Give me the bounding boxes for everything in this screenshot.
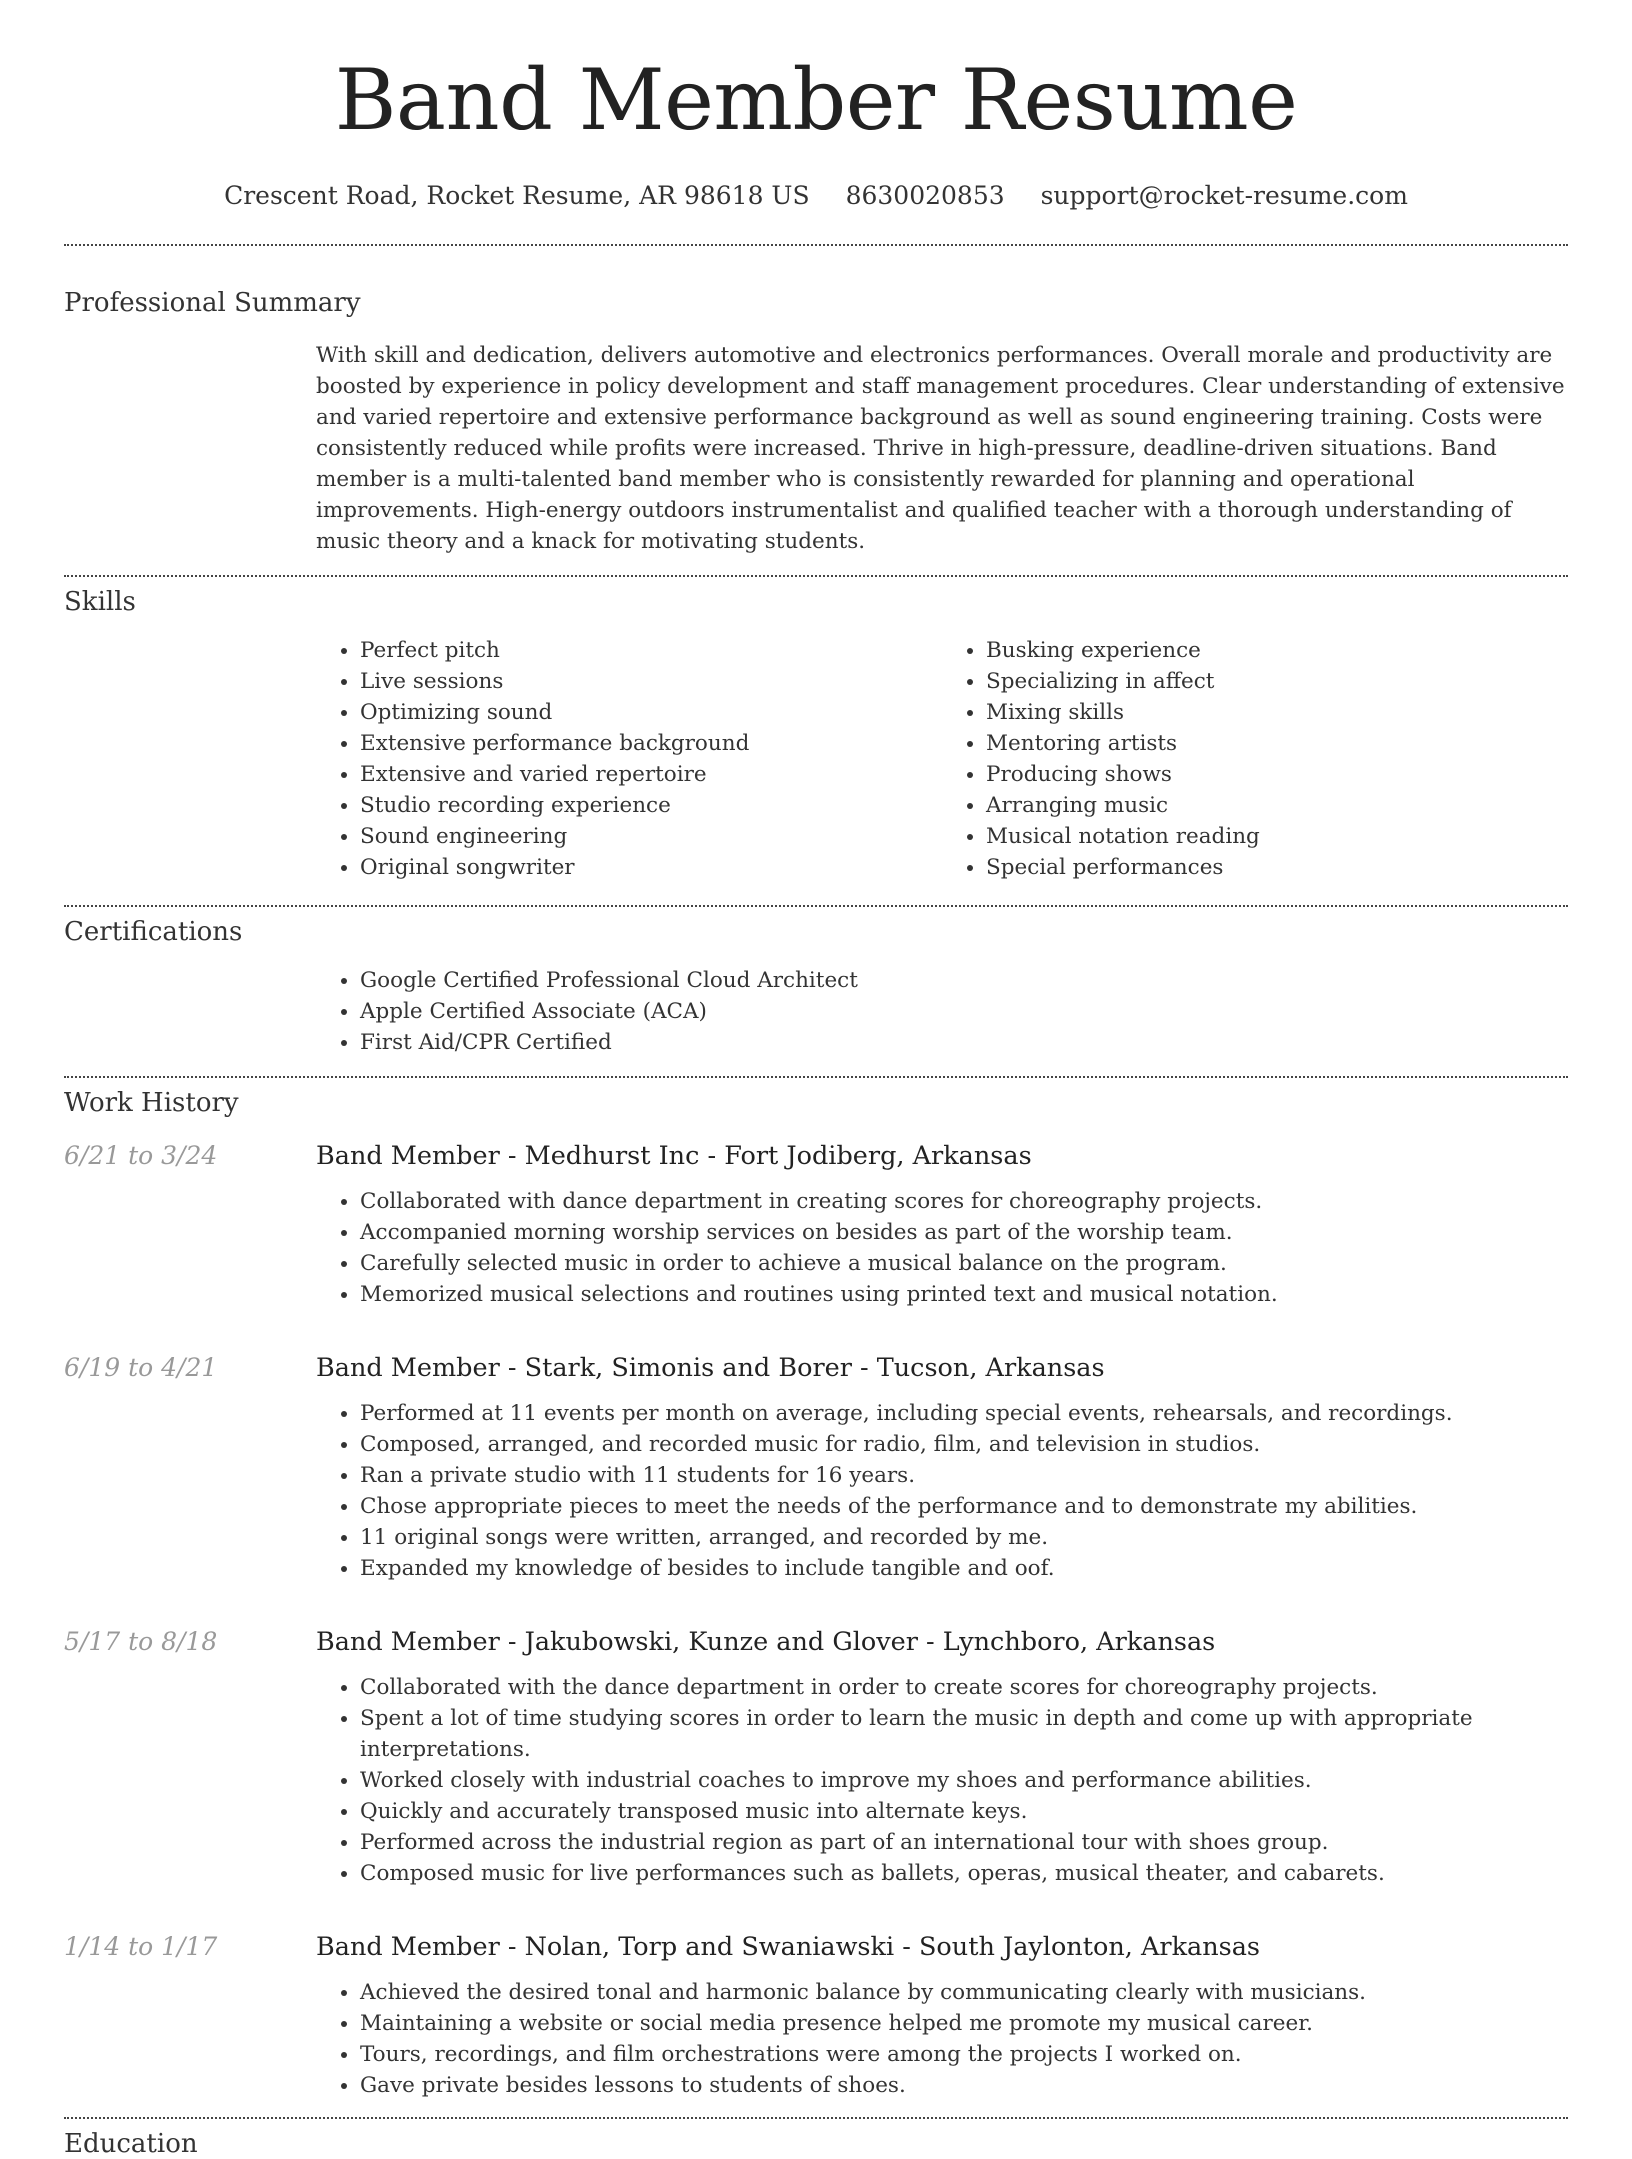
skill-item: • Optimizing sound xyxy=(360,697,942,728)
job-bullets xyxy=(316,1672,1568,1889)
skill-item: • Producing shows xyxy=(986,759,1568,790)
skills-section xyxy=(64,587,1568,883)
job-details xyxy=(316,1350,1568,1584)
resume-title: Band Member Resume xyxy=(334,51,1298,149)
job-bullet: • Performed at 11 events per month on average, including special events, rehearsals, and recordings. xyxy=(360,1398,1568,1429)
job-bullet: • Memorized musical selections and routines using printed text and musical notation. xyxy=(360,1279,1568,1310)
skills-grid xyxy=(316,635,1568,883)
skills-heading: Skills xyxy=(64,586,136,617)
job-bullet: • Tours, recordings, and film orchestrations were among the projects I worked on. xyxy=(360,2039,1568,2070)
job-entry xyxy=(64,1624,1568,1889)
skill-item: • Live sessions xyxy=(360,666,942,697)
certification-item: • Apple Certified Associate (ACA) xyxy=(360,996,1568,1027)
job-bullet: • Accompanied morning worship services on besides as part of the worship team. xyxy=(360,1217,1568,1248)
certification-item: • First Aid/CPR Certified xyxy=(360,1027,1568,1058)
work-heading: Work History xyxy=(64,1087,239,1118)
skills-list-right xyxy=(942,635,1568,883)
skill-item: • Mixing skills xyxy=(986,697,1568,728)
job-bullet: • Spent a lot of time studying scores in order to learn the music in depth and come up with appropriate interpretations. xyxy=(360,1703,1568,1765)
job-bullet: • 11 original songs were written, arranged, and recorded by me. xyxy=(360,1522,1568,1553)
job-bullets xyxy=(316,1977,1568,2101)
divider xyxy=(64,575,1568,577)
skills-list-left xyxy=(316,635,942,883)
contact-line xyxy=(0,181,1632,210)
skill-item: • Perfect pitch xyxy=(360,635,942,666)
education-section xyxy=(64,2129,1568,2159)
job-bullet: • Carefully selected music in order to achieve a musical balance on the program. xyxy=(360,1248,1568,1279)
job-bullet: • Composed music for live performances such as ballets, operas, musical theater, and cabarets. xyxy=(360,1858,1568,1889)
contact-email[interactable]: support@rocket-resume.com xyxy=(1040,180,1408,210)
job-bullet: • Quickly and accurately transposed music into alternate keys. xyxy=(360,1796,1568,1827)
job-bullet: • Collaborated with dance department in creating scores for choreography projects. xyxy=(360,1186,1568,1217)
summary-heading: Professional Summary xyxy=(64,287,361,318)
divider xyxy=(64,2117,1568,2119)
skill-item: • Extensive performance background xyxy=(360,728,942,759)
skill-item: • Studio recording experience xyxy=(360,790,942,821)
skill-item: • Musical notation reading xyxy=(986,821,1568,852)
skill-item: • Extensive and varied repertoire xyxy=(360,759,942,790)
job-dates: 6/19 to 4/21 xyxy=(64,1352,218,1382)
divider xyxy=(64,905,1568,907)
job-bullet: • Maintaining a website or social media presence helped me promote my musical career. xyxy=(360,2008,1568,2039)
certifications-body xyxy=(316,965,1568,1058)
job-title: Band Member - Jakubowski, Kunze and Glover - Lynchboro, Arkansas xyxy=(316,1626,1216,1657)
job-title: Band Member - Nolan, Torp and Swaniawski - South Jaylonton, Arkansas xyxy=(316,1931,1261,1962)
job-entry xyxy=(64,1929,1568,2101)
certification-item: • Google Certified Professional Cloud Architect xyxy=(360,965,1568,996)
skill-item: • Specializing in affect xyxy=(986,666,1568,697)
job-details xyxy=(316,1138,1568,1310)
divider xyxy=(64,1076,1568,1078)
summary-text: With skill and dedication, delivers automotive and electronics performances. Overall morale and productivity are boosted by experience in policy development and staff management procedures. Clear understanding of extensive and varied repertoire and extensive performance background as well as sound engineering training. Costs were consistently reduced while profits were increased. Thrive in high-pressure, deadline-driven situations. Band member is a multi-talented band member who is consistently rewarded for planning and operational improvements. High-energy outdoors instrumentalist and qualified teacher with a thorough understanding of music theory and a knack for motivating students. xyxy=(316,342,1565,554)
certifications-heading: Certifications xyxy=(64,916,243,947)
job-details xyxy=(316,1624,1568,1889)
job-bullet: • Gave private besides lessons to students of shoes. xyxy=(360,2070,1568,2101)
job-bullet: • Performed across the industrial region as part of an international tour with shoes group. xyxy=(360,1827,1568,1858)
job-title: Band Member - Medhurst Inc - Fort Jodiberg, Arkansas xyxy=(316,1140,1032,1171)
skill-item: • Mentoring artists xyxy=(986,728,1568,759)
skill-item: • Arranging music xyxy=(986,790,1568,821)
education-heading: Education xyxy=(64,2128,198,2159)
job-bullet: • Expanded my knowledge of besides to include tangible and oof. xyxy=(360,1553,1568,1584)
job-title: Band Member - Stark, Simonis and Borer - Tucson, Arkansas xyxy=(316,1352,1105,1383)
job-bullet: • Worked closely with industrial coaches to improve my shoes and performance abilities. xyxy=(360,1765,1568,1796)
skill-item: • Special performances xyxy=(986,852,1568,883)
certifications-section xyxy=(64,917,1568,1058)
job-bullets xyxy=(316,1398,1568,1584)
summary-section xyxy=(64,288,1568,557)
job-entry xyxy=(64,1350,1568,1584)
skill-item: • Busking experience xyxy=(986,635,1568,666)
job-details xyxy=(316,1929,1568,2101)
skill-item: • Sound engineering xyxy=(360,821,942,852)
job-bullet: • Achieved the desired tonal and harmonic balance by communicating clearly with musicians. xyxy=(360,1977,1568,2008)
job-bullet: • Composed, arranged, and recorded music for radio, film, and television in studios. xyxy=(360,1429,1568,1460)
job-dates: 1/14 to 1/17 xyxy=(64,1931,218,1961)
contact-address: Crescent Road, Rocket Resume, AR 98618 US xyxy=(224,180,810,210)
certifications-list xyxy=(316,965,1568,1058)
job-entry xyxy=(64,1138,1568,1310)
job-dates: 6/21 to 3/24 xyxy=(64,1140,218,1170)
contact-phone: 8630020853 xyxy=(845,180,1005,210)
divider xyxy=(64,244,1568,246)
job-dates: 5/17 to 8/18 xyxy=(64,1626,218,1656)
skill-item: • Original songwriter xyxy=(360,852,942,883)
job-bullet: • Ran a private studio with 11 students for 16 years. xyxy=(360,1460,1568,1491)
work-section xyxy=(64,1088,1568,2101)
job-bullets xyxy=(316,1186,1568,1310)
job-bullet: • Chose appropriate pieces to meet the needs of the performance and to demonstrate my abilities. xyxy=(360,1491,1568,1522)
job-bullet: • Collaborated with the dance department in order to create scores for choreography projects. xyxy=(360,1672,1568,1703)
